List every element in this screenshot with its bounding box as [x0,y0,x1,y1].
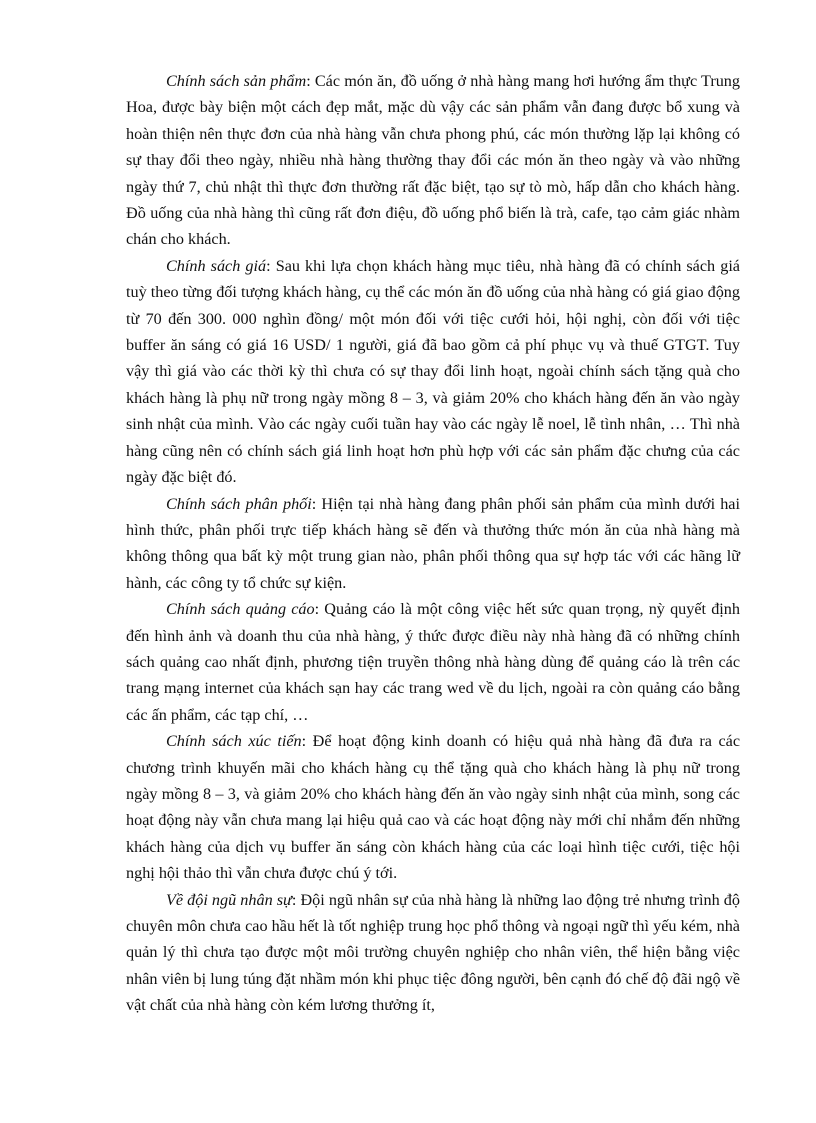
paragraph-heading: Chính sách sản phẩm [166,72,307,90]
paragraph-heading: Chính sách giá [166,256,267,275]
paragraph-text: : Hiện tại nhà hàng đang phân phối sản phẩm của mình dưới hai hình thức, phân phối trực tiếp khách hàng sẽ đến và thưởng thức món ăn của nhà hàng mà không thông qua bất kỳ một trung gian nào, phân phối thông qua sự hợp tác với các hãng lữ hành, các công ty tổ chức sự kiện. [126,494,740,592]
paragraph-heading: Về đội ngũ nhân sự [166,890,292,909]
paragraph-text: : Các món ăn, đồ uống ở nhà hàng mang hơi hướng ẩm thực Trung Hoa, được bày biện một cách đẹp mắt, mặc dù vậy các sản phẩm vẫn đang được bổ xung và hoàn thiện nên thực đơn của nhà hàng vẫn chưa phong phú, các món thường lặp lại không có sự thay đổi theo ngày, nhiều nhà hàng thường thay đổi các món ăn theo ngày và vào những ngày thứ 7, chủ nhật thì thực đơn thường rất đặc biệt, tạo sự tò mò, hấp dẫn cho khách hàng. Đồ uống của nhà hàng thì cũng rất đơn điệu, đồ uống phổ biến là trà, cafe, tạo cảm giác nhàm chán cho khách. [126,72,740,249]
paragraph-heading: Chính sách quảng cáo [166,600,315,619]
paragraph-text: : Quảng cáo là một công việc hết sức quan trọng, nỳ quyết định đến hình ảnh và doanh thu của nhà hàng, ý thức được điều này nhà hàng đã có những chính sách quảng cao nhất định, phương tiện truyền thông nhà hàng dùng để quảng cáo là trên các trang mạng internet của khách sạn hay các trang wed về du lịch, ngoài ra còn quảng cáo bằng các ấn phẩm, các tạp chí, … [126,600,740,724]
paragraph-heading: Chính sách phân phối [166,494,312,513]
document-page [126,68,740,1019]
paragraph-text: : Sau khi lựa chọn khách hàng mục tiêu, nhà hàng đã có chính sách giá tuỳ theo từng đối tượng khách hàng, cụ thể các món ăn đồ uống của nhà hàng có giá giao động từ 70 đến 300. 000 nghìn đồng/ một món đối với tiệc cưới hỏi, hội nghị, còn đối với tiệc buffer ăn sáng có giá 16 USD/ 1 người, giá đã bao gồm cả phí phục vụ và thuế GTGT. Tuy vậy thì giá vào các thời kỳ thì chưa có sự thay đổi linh hoạt, ngoài chính sách tặng quà cho khách hàng là phụ nữ trong ngày mồng 8 – 3, và giảm 20% cho khách hàng đến ăn vào ngày sinh nhật của mình. Vào các ngày cuối tuần hay vào các ngày lễ noel, lễ tình nhân, … Thì nhà hàng cũng nên có chính sách giá linh hoạt hơn phù hợp với các sản phẩm đặc chưng của các ngày đặc biệt đó. [126,256,740,487]
paragraph-text: : Đội ngũ nhân sự của nhà hàng là những lao động trẻ nhưng trình độ chuyên môn chưa cao hầu hết là tốt nghiệp trung học phổ thông và ngoại ngữ thì yếu kém, nhà quản lý thì chưa tạo được một môi trường chuyên nghiệp cho nhân viên, thể hiện bằng việc nhân viên bị lung túng đặt nhầm món khi phục tiệc đông người, bên cạnh đó chế độ đãi ngộ về vật chất của nhà hàng còn kém lương thưởng ít, [126,890,740,1015]
paragraph-text: : Để hoạt động kinh doanh có hiệu quả nhà hàng đã đưa ra các chương trình khuyến mãi cho khách hàng cụ thể tặng quà cho khách hàng là phụ nữ trong ngày mồng 8 – 3, và giảm 20% cho khách hàng đến ăn vào ngày sinh nhật của mình, song các hoạt động này vẫn chưa mang lại hiệu quả cao và các hoạt động này mới chỉ nhắm đến những khách hàng của dịch vụ buffer ăn sáng còn khách hàng của các loại hình tiệc cưới, tiệc hội nghị hội thảo thì vẫn chưa được chú ý tới. [126,732,741,883]
paragraph-advertising-policy [126,596,740,728]
paragraph-heading: Chính sách xúc tiến [166,732,302,751]
paragraph-promotion-policy [126,728,740,886]
paragraph-distribution-policy [126,491,740,597]
paragraph-price-policy [126,253,740,491]
paragraph-staff [126,887,740,1019]
paragraph-product-policy [126,68,740,253]
